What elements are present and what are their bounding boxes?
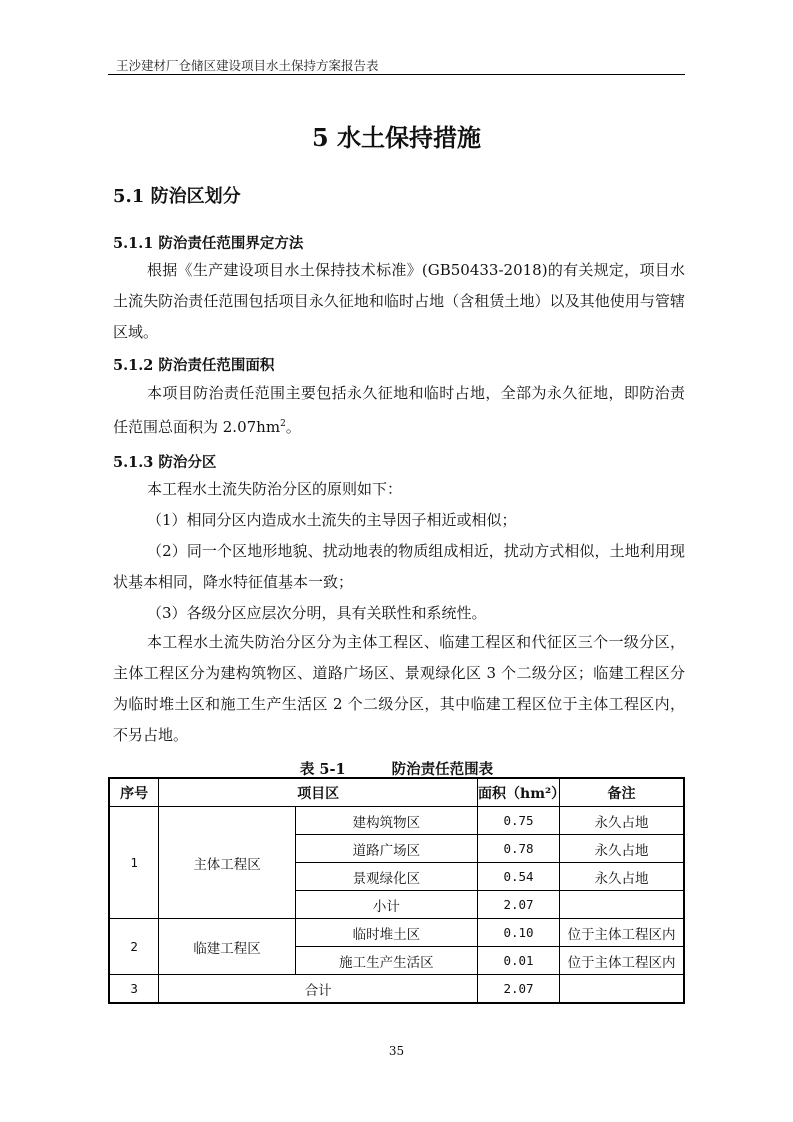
- group-name: 临建工程区: [159, 919, 295, 975]
- section-heading-5-1-3: 5.1.3 防治分区: [113, 454, 217, 471]
- sub-zone: 施工生产生活区: [295, 947, 477, 975]
- total-no: 3: [109, 975, 159, 1004]
- paragraph-5-1-2-text: 本项目防治责任范围主要包括永久征地和临时占地，全部为永久征地，即防治责任范围总面积为 2.07hm: [113, 384, 685, 436]
- area-value: 0.10: [478, 919, 560, 947]
- area-value: 0.54: [478, 863, 560, 891]
- sub-zone: 临时堆土区: [295, 919, 477, 947]
- table-caption: [0, 758, 793, 779]
- zoning-principles-intro: 本工程水土流失防治分区的原则如下：: [147, 480, 403, 498]
- note-cell: 位于主体工程区内: [559, 947, 684, 975]
- note-cell: 位于主体工程区内: [559, 919, 684, 947]
- header-area: 面积（hm²）: [478, 778, 560, 807]
- table-caption-number: 表 5-1: [299, 761, 346, 778]
- sub-zone: 景观绿化区: [295, 863, 477, 891]
- header-note: 备注: [559, 778, 684, 807]
- zoning-principle-1: （1）相同分区内造成水土流失的主导因子相近或相似；: [147, 511, 517, 529]
- subtotal-label: 小计: [295, 891, 477, 919]
- group-no: 1: [109, 807, 159, 919]
- total-label: 合计: [159, 975, 478, 1004]
- section-heading-5-1-1: 5.1.1 防治责任范围界定方法: [113, 235, 304, 252]
- area-value: 0.78: [478, 835, 560, 863]
- superscript-2: 2: [280, 419, 286, 429]
- running-header: 王沙建材厂仓储区建设项目水土保持方案报告表: [116, 58, 379, 73]
- table-row: [109, 919, 684, 947]
- area-value: 0.75: [478, 807, 560, 835]
- note-cell: 永久占地: [559, 863, 684, 891]
- note-cell: 永久占地: [559, 807, 684, 835]
- group-no: 2: [109, 919, 159, 975]
- total-note: [559, 975, 684, 1004]
- paragraph-5-1-1: 根据《生产建设项目水土保持技术标准》(GB50433-2018)的有关规定，项目水土流失防治责任范围包括项目永久征地和临时占地（含租赁土地）以及其他使用与管辖区域。: [113, 261, 685, 341]
- header-divider: [108, 74, 685, 75]
- zoning-principle-2: （2）同一个区地形地貌、扰动地表的物质组成相近，扰动方式相似，土地利用现状基本相同，降水特征值基本一致；: [113, 542, 685, 591]
- table-header-row: [109, 778, 684, 807]
- table-caption-title: 防治责任范围表: [391, 761, 494, 778]
- page-number: 35: [388, 1044, 405, 1058]
- section-heading-5-1: 5.1 防治区划分: [113, 186, 241, 207]
- group-name: 主体工程区: [159, 807, 295, 919]
- chapter-title: 5 水土保持措施: [311, 123, 482, 152]
- note-cell: 永久占地: [559, 835, 684, 863]
- sub-zone: 建构筑物区: [295, 807, 477, 835]
- paragraph-zoning: 本工程水土流失防治分区分为主体工程区、临建工程区和代征区三个一级分区，主体工程区分为建构筑物区、道路广场区、景观绿化区 3 个二级分区；临建工程区分为临时堆土区和施工生产生活区 2 个二级分区，其中临建工程区位于主体工程区内，不另占地。: [113, 633, 685, 744]
- sub-zone: 道路广场区: [295, 835, 477, 863]
- section-heading-5-1-2: 5.1.2 防治责任范围面积: [113, 357, 275, 374]
- table-row: [109, 807, 684, 835]
- header-item: 项目区: [159, 778, 478, 807]
- zoning-principle-3: （3）各级分区应层次分明，具有关联性和系统性。: [147, 604, 487, 622]
- total-area: 2.07: [478, 975, 560, 1004]
- header-no: 序号: [109, 778, 159, 807]
- paragraph-5-1-2: [113, 378, 685, 443]
- paragraph-5-1-2-end: 。: [285, 418, 301, 436]
- area-value: 0.01: [478, 947, 560, 975]
- responsibility-scope-table: [108, 777, 685, 1004]
- table-total-row: [109, 975, 684, 1004]
- note-cell: [559, 891, 684, 919]
- area-value: 2.07: [478, 891, 560, 919]
